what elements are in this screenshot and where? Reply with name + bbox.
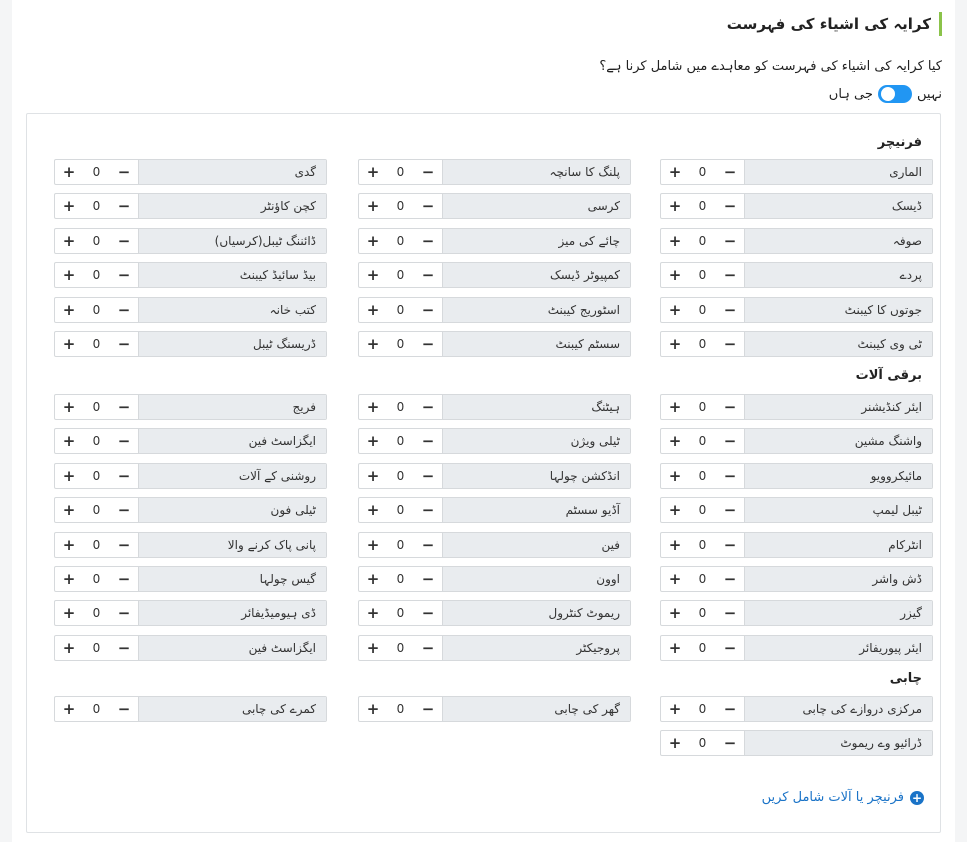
decrement-button[interactable]: − [723,335,737,353]
item-row [54,532,327,558]
quantity-stepper [55,332,138,356]
quantity-value[interactable]: 0 [396,434,405,448]
increment-button[interactable]: + [668,604,682,622]
increment-button[interactable]: + [62,432,76,450]
item-row [54,297,327,323]
item-row [358,635,631,661]
toggle-no-label: نہیں [916,86,942,102]
section-title: کرایہ کی اشیاء کی فہرست [727,12,942,36]
item-row [358,600,631,626]
quantity-stepper [359,464,442,488]
quantity-value[interactable]: 0 [698,268,707,282]
quantity-value[interactable]: 0 [92,538,101,552]
decrement-button[interactable]: − [723,604,737,622]
item-label: چائے کی میز [442,229,630,253]
quantity-stepper [661,731,744,755]
item-row [660,600,933,626]
item-label: ٹی وی کیبنٹ [744,332,932,356]
quantity-stepper [55,194,138,218]
item-label: ڈرائیو وے ریموٹ [744,731,932,755]
quantity-value[interactable]: 0 [396,469,405,483]
item-row [660,428,933,454]
quantity-stepper [661,332,744,356]
item-label: ریموٹ کنٹرول [442,601,630,625]
quantity-stepper [359,636,442,660]
item-label: مائیکروویو [744,464,932,488]
quantity-stepper [55,697,138,721]
category-title: برقی آلات [855,368,922,383]
item-label: ہیٹنگ [442,395,630,419]
decrement-button[interactable]: − [421,570,435,588]
quantity-value[interactable]: 0 [698,503,707,517]
decrement-button[interactable]: − [117,700,131,718]
item-label: فین [442,533,630,557]
increment-button[interactable]: + [62,536,76,554]
item-label: صوفہ [744,229,932,253]
quantity-stepper [661,533,744,557]
item-row [660,532,933,558]
decrement-button[interactable]: − [117,501,131,519]
category-title: چابی [889,671,922,686]
item-label: آڈیو سسٹم [442,498,630,522]
item-row [54,463,327,489]
item-row [660,696,933,722]
item-row [660,635,933,661]
increment-button[interactable]: + [668,301,682,319]
item-row [660,262,933,288]
decrement-button[interactable]: − [723,163,737,181]
decrement-button[interactable]: − [117,398,131,416]
item-row [54,600,327,626]
decrement-button[interactable]: − [421,536,435,554]
item-label: الماری [744,160,932,184]
quantity-stepper [55,160,138,184]
decrement-button[interactable]: − [723,398,737,416]
increment-button[interactable]: + [366,536,380,554]
quantity-stepper [661,429,744,453]
quantity-stepper [661,697,744,721]
increment-button[interactable]: + [668,734,682,752]
quantity-value[interactable]: 0 [698,234,707,248]
quantity-stepper [359,533,442,557]
item-label: انٹرکام [744,533,932,557]
item-label: سسٹم کیبنٹ [442,332,630,356]
item-label: روشنی کے آلات [138,464,326,488]
increment-button[interactable]: + [366,467,380,485]
item-label: انڈکشن چولہا [442,464,630,488]
quantity-stepper [661,160,744,184]
item-label: پردے [744,263,932,287]
decrement-button[interactable]: − [723,432,737,450]
item-label: کرسی [442,194,630,218]
increment-button[interactable]: + [62,335,76,353]
increment-button[interactable]: + [366,432,380,450]
item-row [54,566,327,592]
item-label: کمپیوٹر ڈیسک [442,263,630,287]
items-panel [26,113,941,833]
quantity-stepper [661,567,744,591]
increment-button[interactable]: + [62,501,76,519]
item-label: ڈائننگ ٹیبل(کرسیاں) [138,229,326,253]
decrement-button[interactable]: − [117,197,131,215]
increment-button[interactable]: + [366,163,380,181]
decrement-button[interactable]: − [117,639,131,657]
item-row [54,159,327,185]
increment-button[interactable]: + [668,700,682,718]
increment-button[interactable]: + [62,266,76,284]
increment-button[interactable]: + [668,432,682,450]
item-label: اسٹوریج کیبنٹ [442,298,630,322]
increment-button[interactable]: + [62,700,76,718]
quantity-stepper [55,395,138,419]
increment-button[interactable]: + [366,639,380,657]
quantity-stepper [359,567,442,591]
increment-button[interactable]: + [62,197,76,215]
item-label: اوون [442,567,630,591]
item-label: ٹیلی فون [138,498,326,522]
quantity-value[interactable]: 0 [92,572,101,586]
increment-button[interactable]: + [668,639,682,657]
item-label: پلنگ کا سانچہ [442,160,630,184]
quantity-stepper [661,601,744,625]
item-label: ڈی ہیومیڈیفائر [138,601,326,625]
item-row [660,497,933,523]
quantity-value[interactable]: 0 [698,736,707,750]
increment-button[interactable]: + [366,398,380,416]
quantity-value[interactable]: 0 [92,337,101,351]
increment-button[interactable]: + [668,536,682,554]
quantity-value[interactable]: 0 [92,469,101,483]
toggle-yes-label: جی ہاں [828,86,873,102]
item-row [660,159,933,185]
quantity-stepper [661,194,744,218]
item-label: پروجیکٹر [442,636,630,660]
add-items-link[interactable] [762,790,924,805]
quantity-stepper [661,498,744,522]
decrement-button[interactable]: − [421,398,435,416]
decrement-button[interactable]: − [117,570,131,588]
item-label: گیزر [744,601,932,625]
decrement-button[interactable]: − [723,266,737,284]
item-label: ٹیبل لیمپ [744,498,932,522]
quantity-stepper [55,429,138,453]
quantity-value[interactable]: 0 [396,303,405,317]
decrement-button[interactable]: − [421,501,435,519]
quantity-stepper [359,429,442,453]
quantity-value[interactable]: 0 [698,400,707,414]
quantity-value[interactable]: 0 [92,641,101,655]
item-row [660,228,933,254]
quantity-value[interactable]: 0 [92,268,101,282]
quantity-stepper [661,263,744,287]
increment-button[interactable]: + [668,266,682,284]
item-label: فریج [138,395,326,419]
quantity-value[interactable]: 0 [396,503,405,517]
item-row [54,228,327,254]
decrement-button[interactable]: − [723,232,737,250]
quantity-stepper [661,298,744,322]
item-row [358,262,631,288]
item-row [660,193,933,219]
quantity-value[interactable]: 0 [698,606,707,620]
quantity-stepper [359,498,442,522]
item-label: گدی [138,160,326,184]
quantity-stepper [661,464,744,488]
quantity-stepper [55,636,138,660]
item-row [358,566,631,592]
decrement-button[interactable]: − [117,335,131,353]
quantity-value[interactable]: 0 [396,268,405,282]
quantity-value[interactable]: 0 [92,606,101,620]
item-row [54,262,327,288]
quantity-stepper [359,194,442,218]
quantity-value[interactable]: 0 [92,702,101,716]
decrement-button[interactable]: − [421,467,435,485]
increment-button[interactable]: + [366,501,380,519]
item-row [358,297,631,323]
item-row [54,635,327,661]
item-label: بیڈ سائیڈ کیبنٹ [138,263,326,287]
quantity-value[interactable]: 0 [92,503,101,517]
item-row [660,331,933,357]
quantity-stepper [661,229,744,253]
quantity-stepper [359,332,442,356]
quantity-value[interactable]: 0 [698,337,707,351]
quantity-value[interactable]: 0 [698,469,707,483]
item-label: کتب خانہ [138,298,326,322]
increment-button[interactable]: + [366,301,380,319]
item-label: ٹیلی ویژن [442,429,630,453]
decrement-button[interactable]: − [723,700,737,718]
quantity-stepper [359,229,442,253]
increment-button[interactable]: + [668,467,682,485]
item-row [358,463,631,489]
quantity-stepper [55,567,138,591]
quantity-value[interactable]: 0 [396,165,405,179]
quantity-value[interactable]: 0 [396,400,405,414]
quantity-stepper [55,464,138,488]
increment-button[interactable]: + [62,639,76,657]
decrement-button[interactable]: − [723,501,737,519]
item-row [358,428,631,454]
increment-button[interactable]: + [62,163,76,181]
item-row [358,696,631,722]
add-items-label: فرنیچر یا آلات شامل کریں [761,790,904,805]
item-row [54,193,327,219]
quantity-value[interactable]: 0 [698,434,707,448]
item-label: ایگزاسٹ فین [138,429,326,453]
item-row [358,228,631,254]
item-row [660,394,933,420]
category-title: فرنیچر [877,135,922,150]
item-label: جوتوں کا کیبنٹ [744,298,932,322]
quantity-value[interactable]: 0 [92,400,101,414]
increment-button[interactable]: + [668,398,682,416]
decrement-button[interactable]: − [421,432,435,450]
decrement-button[interactable]: − [117,163,131,181]
decrement-button[interactable]: − [117,301,131,319]
item-row [660,730,933,756]
increment-button[interactable]: + [668,232,682,250]
quantity-value[interactable]: 0 [698,165,707,179]
quantity-stepper [55,263,138,287]
decrement-button[interactable]: − [117,432,131,450]
decrement-button[interactable]: − [723,570,737,588]
decrement-button[interactable]: − [723,467,737,485]
quantity-stepper [55,498,138,522]
include-question: کیا کرایہ کی اشیاء کی فہرست کو معاہدے میں شامل کرنا ہے؟ [599,59,942,74]
quantity-value[interactable]: 0 [92,234,101,248]
decrement-button[interactable]: − [117,232,131,250]
include-toggle-switch[interactable] [878,85,912,103]
item-row [660,463,933,489]
quantity-value[interactable]: 0 [396,234,405,248]
quantity-value[interactable]: 0 [396,199,405,213]
item-row [660,297,933,323]
decrement-button[interactable]: − [421,335,435,353]
quantity-stepper [359,263,442,287]
quantity-stepper [55,298,138,322]
increment-button[interactable]: + [668,335,682,353]
rental-items-page [12,0,955,842]
item-row [54,696,327,722]
increment-button[interactable]: + [62,570,76,588]
increment-button[interactable]: + [62,398,76,416]
decrement-button[interactable]: − [421,197,435,215]
increment-button[interactable]: + [62,232,76,250]
quantity-stepper [55,229,138,253]
quantity-value[interactable]: 0 [92,303,101,317]
item-row [358,394,631,420]
item-row [358,159,631,185]
quantity-stepper [55,601,138,625]
item-row [54,428,327,454]
item-label: ایئر کنڈیشنر [744,395,932,419]
decrement-button[interactable]: − [421,700,435,718]
decrement-button[interactable]: − [723,734,737,752]
decrement-button[interactable]: − [117,467,131,485]
decrement-button[interactable]: − [723,301,737,319]
decrement-button[interactable]: − [117,604,131,622]
item-row [358,497,631,523]
decrement-button[interactable]: − [421,639,435,657]
decrement-button[interactable]: − [421,266,435,284]
quantity-value[interactable]: 0 [698,303,707,317]
decrement-button[interactable]: − [421,163,435,181]
item-label: گیس چولہا [138,567,326,591]
item-row [358,532,631,558]
increment-button[interactable]: + [366,266,380,284]
quantity-value[interactable]: 0 [698,641,707,655]
item-row [358,331,631,357]
quantity-value[interactable]: 0 [396,641,405,655]
decrement-button[interactable]: − [421,604,435,622]
quantity-value[interactable]: 0 [396,538,405,552]
item-label: ایگزاسٹ فین [138,636,326,660]
quantity-value[interactable]: 0 [396,606,405,620]
decrement-button[interactable]: − [117,536,131,554]
item-label: ڈریسنگ ٹیبل [138,332,326,356]
quantity-value[interactable]: 0 [698,702,707,716]
increment-button[interactable]: + [668,570,682,588]
quantity-stepper [359,697,442,721]
item-label: ڈش واشر [744,567,932,591]
quantity-stepper [661,395,744,419]
increment-button[interactable]: + [366,700,380,718]
item-label: مرکزی دروازے کی چابی [744,697,932,721]
increment-button[interactable]: + [668,163,682,181]
decrement-button[interactable]: − [723,639,737,657]
increment-button[interactable]: + [668,197,682,215]
decrement-button[interactable]: − [421,301,435,319]
item-row [54,331,327,357]
quantity-value[interactable]: 0 [92,165,101,179]
increment-button[interactable]: + [366,335,380,353]
toggle-knob [881,87,895,101]
increment-button[interactable]: + [62,467,76,485]
decrement-button[interactable]: − [723,197,737,215]
item-row [54,394,327,420]
item-row [358,193,631,219]
item-row [660,566,933,592]
quantity-value[interactable]: 0 [92,434,101,448]
quantity-value[interactable]: 0 [396,572,405,586]
item-label: کمرے کی چابی [138,697,326,721]
increment-button[interactable]: + [366,197,380,215]
item-label: کچن کاؤنٹر [138,194,326,218]
quantity-stepper [55,533,138,557]
item-label: واشنگ مشین [744,429,932,453]
decrement-button[interactable]: − [117,266,131,284]
decrement-button[interactable]: − [421,232,435,250]
increment-button[interactable]: + [62,301,76,319]
include-toggle-row [829,83,942,105]
quantity-value[interactable]: 0 [92,199,101,213]
plus-circle-icon: + [911,790,923,805]
quantity-value[interactable]: 0 [698,199,707,213]
increment-button[interactable]: + [62,604,76,622]
increment-button[interactable]: + [668,501,682,519]
item-row [54,497,327,523]
quantity-value[interactable]: 0 [698,572,707,586]
quantity-stepper [359,298,442,322]
decrement-button[interactable]: − [723,536,737,554]
quantity-value[interactable]: 0 [396,337,405,351]
increment-button[interactable]: + [366,232,380,250]
item-label: ڈیسک [744,194,932,218]
item-label: ایئر پیوریفائر [744,636,932,660]
quantity-value[interactable]: 0 [396,702,405,716]
increment-button[interactable]: + [366,604,380,622]
quantity-stepper [359,160,442,184]
quantity-stepper [359,395,442,419]
item-label: پانی پاک کرنے والا [138,533,326,557]
quantity-stepper [359,601,442,625]
increment-button[interactable]: + [366,570,380,588]
quantity-stepper [661,636,744,660]
item-label: گھر کی چابی [442,697,630,721]
quantity-value[interactable]: 0 [698,538,707,552]
